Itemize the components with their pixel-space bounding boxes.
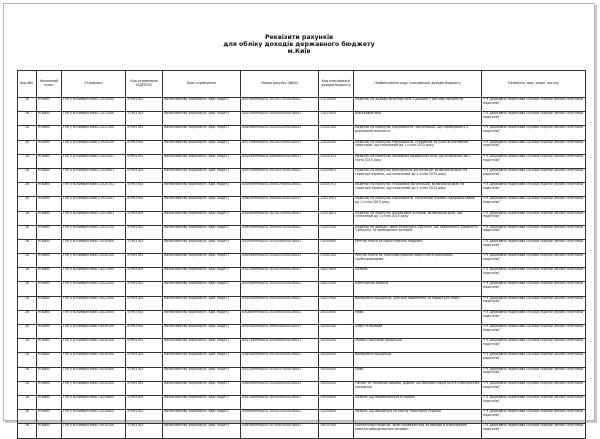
cell-iban: UA088999980313030063000026001 [241,310,319,324]
table-row [18,197,586,211]
cell-recipient: ГУК у м.Києві/м.Київ 14030100 [62,325,126,339]
cell-city: М.КИЇВ [37,325,62,339]
cell-kkd-name: Податок на прибуток іноземних юридичних осіб, що сплачений до 1 січня 2015 року [354,154,482,168]
cell-bank: Казначейство України(ел. адм. подат.) [163,325,241,339]
cell-obl: 26 [18,126,37,140]
table-row [18,424,586,438]
cell-authority: "ГУ Державна податкова служби України (великі платники податків)" [482,239,586,253]
cell-iban: UA228999980313020035000026001 [241,268,319,282]
cell-authority: "ГУ Державна податкова служби України (великі платники податків)" [482,154,586,168]
cell-iban: UA128999980313020040000026001 [241,395,319,409]
cell-recipient: ГУК у м.Києві/м.Київ 11020601 [62,168,126,182]
cell-iban: UA398999980313030090000026001 [241,239,319,253]
cell-authority: "ГУ Державна податкова служби України (великі платники податків)" [482,339,586,353]
table-row [18,168,586,182]
cell-kkd-name: Пальне, що виробляються в Україні [354,395,482,409]
cell-kkd: 14022000 [319,282,354,296]
cell-kkd: 14030100 [319,325,354,339]
cell-city: М.КИЇВ [37,296,62,310]
table-row [18,282,586,296]
cell-edrpou: 37993783 [126,410,163,424]
cell-bank: Казначейство України(ел. адм. подат.) [163,225,241,239]
cell-edrpou: 37993783 [126,126,163,140]
cell-iban: UA758999980313010017000026001 [241,98,319,112]
table-row [18,410,586,424]
cell-authority: "ГУ Державна податкова служби України (великі платники податків)" [482,381,586,395]
cell-obl: 26 [18,296,37,310]
header-iban: Номер рахунку (IBAN) [241,71,319,98]
cell-bank: Казначейство України(ел. адм. подат.) [163,98,241,112]
cell-recipient: ГУК у м.Києві/м.Київ 14030200 [62,339,126,353]
table-header-row [18,71,586,98]
cell-edrpou: 37993783 [126,254,163,268]
cell-edrpou: 37993783 [126,310,163,324]
cell-obl: 26 [18,197,37,211]
cell-recipient: ГУК у м.Києві/м.Київ 14023000 [62,310,126,324]
cell-city: М.КИЇВ [37,353,62,367]
cell-kkd: 14030400 [319,367,354,381]
cell-recipient: ГУК у м.Києві/м.Київ 11024700 [62,225,126,239]
cell-iban: UA398999980313000079000026001 [241,183,319,197]
cell-authority: "ГУ Державна податкова служби України (великі платники податків)" [482,183,586,197]
header-edrpou: Код отримувача (ЄДРПОУ) [126,71,163,98]
cell-bank: Казначейство України(ел. адм. подат.) [163,126,241,140]
cell-kkd: 14030800 [319,410,354,424]
cell-obl: 26 [18,211,37,225]
cell-recipient: ГУК у м.Києві/м.Київ 14022000 [62,282,126,296]
cell-city: М.КИЇВ [37,282,62,296]
cell-iban: UA108999980313000000000026001 [241,112,319,126]
cell-kkd-name: Податок на доходи, який сплачують суб'єкти, що здійснюють діяльність з випуску та проведення лотерей [354,225,482,239]
cell-bank: Казначейство України(ел. адм. подат.) [163,353,241,367]
cell-recipient: ГУК у м.Києві/м.Київ 14030800 [62,410,126,424]
cell-authority: "ГУ Державна податкова служби України (великі платники податків)" [482,367,586,381]
cell-iban: UA658999980313050080000026001 [241,381,319,395]
cell-bank: Казначейство України(ел. адм. подат.) [163,112,241,126]
cell-bank: Казначейство України(ел. адм. подат.) [163,282,241,296]
cell-authority: "ГУ Державна податкова служби України (великі платники податків)" [482,296,586,310]
cell-obl: 26 [18,381,37,395]
cell-iban: UA968999980313000014000026001 [241,410,319,424]
cell-authority: "ГУ Державна податкова служби України (великі платники податків)" [482,395,586,409]
cell-edrpou: 37993783 [126,353,163,367]
cell-kkd-name: Податок на прибуток підприємств, створених за участю іноземних інвесторів, що сплачений до 1 січня 2015 року [354,140,482,154]
cell-recipient: ГУК у м.Києві/м.Київ 11020701 [62,183,126,197]
cell-city: М.КИЇВ [37,254,62,268]
cell-kkd: 14030300 [319,353,354,367]
cell-authority: "ГУ Державна податкова служби України (великі платники податків)" [482,225,586,239]
cell-obl: 26 [18,154,37,168]
table-row [18,353,586,367]
cell-obl: 26 [18,225,37,239]
cell-city: М.КИЇВ [37,112,62,126]
cell-kkd: 11011000 [319,112,354,126]
table-row [18,310,586,324]
cell-city: М.КИЇВ [37,381,62,395]
cell-authority: "ГУ Державна податкова служби України (великі платники податків)" [482,353,586,367]
cell-edrpou: 37993783 [126,211,163,225]
cell-bank: Казначейство України(ел. адм. подат.) [163,168,241,182]
cell-obl: 26 [18,183,37,197]
cell-obl: 26 [18,367,37,381]
cell-obl: 26 [18,353,37,367]
cell-kkd: 11021601 [319,211,354,225]
cell-kkd: 19010100 [319,424,354,438]
table-row [18,98,586,112]
document-title [4,34,594,55]
cell-recipient: ГУК у м.Києві/м.Київ 13030900 [62,239,126,253]
cell-kkd-name: Пиво [354,367,482,381]
cell-iban: UA318999980313030037000026001 [241,367,319,381]
cell-bank: Казначейство України(ел. адм. подат.) [163,381,241,395]
cell-edrpou: 37993783 [126,367,163,381]
cell-edrpou: 37993783 [126,225,163,239]
cell-obl: 26 [18,339,37,353]
cell-iban: UA498999980313020052000026001 [241,126,319,140]
title-line-2: для обліку доходів державного бюджету [223,41,375,48]
table-row [18,381,586,395]
cell-recipient: ГУК у м.Києві/м.Київ 11021001 [62,197,126,211]
cell-recipient: ГУК у м.Києві/м.Київ 11020200 [62,140,126,154]
cell-authority: "ГУ Державна податкова служби України (великі платники податків)" [482,268,586,282]
cell-obl: 26 [18,310,37,324]
cell-kkd-name: Податок на прибуток підприємств, сплачений іншими підприємствами до 1 січня 2015 року [354,197,482,211]
cell-kkd: 14022900 [319,296,354,310]
cell-obl: 26 [18,395,37,409]
title-line-1: Реквізити рахунків [264,34,334,41]
table-row [18,183,586,197]
cell-bank: Казначейство України(ел. адм. подат.) [163,410,241,424]
cell-recipient: ГУК у м.Києві/м.Київ 14022900 [62,296,126,310]
cell-city: М.КИЇВ [37,154,62,168]
cell-bank: Казначейство України(ел. адм. подат.) [163,268,241,282]
table-row [18,126,586,140]
cell-obl: 26 [18,239,37,253]
cell-obl: 26 [18,140,37,154]
cell-iban: UA638999980313000087000026001 [241,225,319,239]
cell-bank: Казначейство України(ел. адм. подат.) [163,310,241,324]
cell-recipient: ГУК у м.Києві/м.Київ 14030500 [62,381,126,395]
cell-kkd: 14030500 [319,381,354,395]
cell-authority: "ГУ Державна податкова служби України (великі платники податків)" [482,197,586,211]
cell-iban: UA598999980313060056000026001 [241,325,319,339]
cell-kkd-name: Рентна плата за транспортування нафти магістральними трубопроводами [354,254,482,268]
title-line-3: м.Київ [287,48,311,55]
cell-iban: UA558999980313000060000026001 [241,296,319,310]
table-row [18,254,586,268]
cell-city: М.КИЇВ [37,183,62,197]
cell-bank: Казначейство України(ел. адм. подат.) [163,395,241,409]
cell-kkd-name: Податок на доходи фізичних осіб з доходів у вигляді процентів [354,98,482,112]
cell-edrpou: 37993783 [126,239,163,253]
cell-recipient: ГУК у м.Києві/м.Київ 14030400 [62,367,126,381]
cell-edrpou: 37993783 [126,325,163,339]
cell-kkd: 14030200 [319,339,354,353]
table-row [18,225,586,239]
cell-edrpou: 37993783 [126,112,163,126]
cell-bank: Казначейство України(ел. адм. подат.) [163,197,241,211]
header-obl: Код обл. [18,71,37,98]
cell-bank: Казначейство України(ел. адм. подат.) [163,154,241,168]
cell-edrpou: 37993783 [126,268,163,282]
cell-kkd: 14023000 [319,310,354,324]
cell-kkd: 11020200 [319,140,354,154]
cell-authority: "ГУ Державна податкова служби України (великі платники податків)" [482,325,586,339]
table-row [18,339,586,353]
cell-edrpou: 37993783 [126,183,163,197]
table-row [18,140,586,154]
cell-kkd-name: Пальне, що ввозиться на митну територію України [354,410,482,424]
cell-kkd: 11020301 [319,154,354,168]
cell-kkd-name: Податок на прибуток банківських організацій, включаючи філії на території України, що сплачений до 1 січня 2015 року [354,168,482,182]
cell-kkd-name: Пальне [354,268,482,282]
cell-city: М.КИЇВ [37,367,62,381]
cell-bank: Казначейство України(ел. адм. подат.) [163,339,241,353]
cell-bank: Казначейство України(ел. адм. подат.) [163,367,241,381]
cell-recipient: ГУК у м.Києві/м.Київ 14021900 [62,268,126,282]
table-row [18,112,586,126]
cell-city: М.КИЇВ [37,225,62,239]
cell-edrpou: 37993783 [126,140,163,154]
cell-kkd: 11010000 [319,98,354,112]
cell-edrpou: 37993783 [126,197,163,211]
cell-city: М.КИЇВ [37,126,62,140]
cell-recipient: ГУК у м.Києві/м.Київ 13040100 [62,254,126,268]
cell-recipient: ГУК у м.Києві/м.Київ 11020100 [62,126,126,140]
table-row [18,296,586,310]
cell-city: М.КИЇВ [37,268,62,282]
cell-obl: 26 [18,424,37,438]
cell-iban: UA178999980313040089000026001 [241,339,319,353]
cell-kkd-name: Лікеро-горілчана продукція [354,339,482,353]
cell-kkd: 11020100 [319,126,354,140]
cell-city: М.КИЇВ [37,424,62,438]
table-row [18,325,586,339]
cell-kkd: 14021900 [319,268,354,282]
cell-city: М.КИЇВ [37,239,62,253]
cell-kkd-name: Спирт етиловий [354,325,482,339]
cell-kkd: 14030600 [319,395,354,409]
cell-bank: Казначейство України(ел. адм. подат.) [163,211,241,225]
cell-recipient: ГУК у м.Києві/м.Київ 11011000 [62,112,126,126]
cell-authority: "ГУ Державна податкова служби України (великі платники податків)" [482,211,586,225]
cell-edrpou: 37993783 [126,282,163,296]
cell-kkd-name: Рентна плата за користування надрами [354,239,482,253]
cell-kkd: 11020601 [319,168,354,182]
cell-city: М.КИЇВ [37,98,62,112]
header-recipient: Отримувач [62,71,126,98]
cell-city: М.КИЇВ [37,395,62,409]
cell-city: М.КИЇВ [37,211,62,225]
cell-kkd-name: Податок на прибуток підприємств і організацій, що перебувають у державній власності [354,126,482,140]
cell-bank: Казначейство України(ел. адм. подат.) [163,183,241,197]
cell-obl: 26 [18,168,37,182]
header-authority: Назва/ініц. вид. уповн. органу [482,71,586,98]
cell-iban: UA768999980313000052000026001 [241,282,319,296]
cell-authority: "ГУ Державна податкова служби України (великі платники податків)" [482,310,586,324]
cell-city: М.КИЇВ [37,168,62,182]
cell-edrpou: 37993783 [126,424,163,438]
cell-city: М.КИЇВ [37,197,62,211]
cell-iban: UA248999980313060080000026001 [241,154,319,168]
cell-bank: Казначейство України(ел. адм. подат.) [163,424,241,438]
cell-bank: Казначейство України(ел. адм. подат.) [163,254,241,268]
cell-kkd-name: Екологічний податок, який справляється за викиди в атмосферне повітря забруднюючих речовин [354,424,482,438]
cell-bank: Казначейство України(ел. адм. подат.) [163,140,241,154]
cell-edrpou: 37993783 [126,381,163,395]
cell-obl: 26 [18,410,37,424]
cell-kkd: 13040100 [319,254,354,268]
cell-recipient: ГУК у м.Києві/м.Київ 19010100 [62,424,126,438]
cell-authority: "ГУ Державна податкова служби України (великі платники податків)" [482,254,586,268]
cell-obl: 26 [18,112,37,126]
cell-bank: Казначейство України(ел. адм. подат.) [163,296,241,310]
cell-iban: UA838999980313010041000026001 [241,353,319,367]
cell-kkd-name: Пиво [354,310,482,324]
cell-edrpou: 37993783 [126,339,163,353]
cell-authority: "ГУ Державна податкова служби України (великі платники податків)" [482,126,586,140]
table-row [18,395,586,409]
cell-edrpou: 37993783 [126,395,163,409]
cell-kkd: 11024700 [319,225,354,239]
table-row [18,367,586,381]
cell-authority: "ГУ Державна податкова служби України (великі платники податків)" [482,98,586,112]
cell-kkd-name: Електрична енергія [354,282,482,296]
cell-kkd: 11020701 [319,183,354,197]
cell-iban: UA718999980313010023000026001 [241,140,319,154]
cell-kkd: 13030900 [319,239,354,253]
cell-recipient: ГУК у м.Києві/м.Київ 14030600 [62,395,126,409]
cell-kkd-name: Виноробна продукція, для якої вироблена та надається спирт [354,296,482,310]
cell-authority: "ГУ Державна податкова служби України (великі платники податків)" [482,168,586,182]
cell-authority: "ГУ Державна податкова служби України (великі платники податків)" [482,140,586,154]
cell-city: М.КИЇВ [37,339,62,353]
cell-authority: "ГУ Державна податкова служби України (великі платники податків)" [482,112,586,126]
cell-city: М.КИЇВ [37,310,62,324]
cell-edrpou: 37993783 [126,296,163,310]
cell-recipient: ГУК у м.Києві/м.Київ 11020301 [62,154,126,168]
cell-authority: "ГУ Державна податкова служби України (великі платники податків)" [482,410,586,424]
cell-recipient: ГУК у м.Києві/м.Київ 11010000 [62,98,126,112]
cell-edrpou: 37993783 [126,98,163,112]
table-row [18,239,586,253]
cell-iban: UA978999980313010047000026001 [241,168,319,182]
cell-iban: UA498999980313070081000026001 [241,424,319,438]
cell-city: М.КИЇВ [37,410,62,424]
cell-obl: 26 [18,282,37,296]
cell-city: М.КИЇВ [37,140,62,154]
header-kkd-name: Найменування коду класифікації доходів бюджету [354,71,482,98]
document-page [3,3,595,432]
cell-recipient: ГУК у м.Києві/м.Київ 11021601 [62,211,126,225]
cell-obl: 26 [18,268,37,282]
cell-iban: UA808999980313060061000026001 [241,197,319,211]
cell-authority: "ГУ Державна податкова служби України (великі платники податків)" [482,282,586,296]
cell-edrpou: 37993783 [126,154,163,168]
header-bank: Банк отримувача [163,71,241,98]
cell-kkd-name: Виноробна продукція [354,353,482,367]
cell-iban: UA918999980313040051000026001 [241,254,319,268]
requisites-table [17,70,586,439]
header-city: Населений пункт [37,71,62,98]
cell-edrpou: 37993783 [126,168,163,182]
cell-obl: 26 [18,325,37,339]
cell-recipient: ГУК у м.Києві/м.Київ 14030300 [62,353,126,367]
header-kkd: Код класифікації доходів бюджету [319,71,354,98]
cell-obl: 26 [18,98,37,112]
cell-kkd-name: Податок на прибуток страхових організацій, включаючи філії на території України, що сплачений до 1 січня 2015 року [354,183,482,197]
cell-kkd-name: Військовий збір [354,112,482,126]
cell-authority: "ГУ Державна податкова служби України (великі платники податків)" [482,424,586,438]
table-body [18,98,586,439]
cell-iban: UA168999980313010074000026001 [241,211,319,225]
cell-kkd-name: Податок на прибуток фінансових установ, включаючи філії, що сплачений до 1 січня 2015 року [354,211,482,225]
cell-kkd-name: Тютюн та тютюнові вироби, рідини, що використовуються в електронних сигаретах [354,381,482,395]
table-row [18,154,586,168]
table-row [18,211,586,225]
cell-obl: 26 [18,254,37,268]
table-row [18,268,586,282]
cell-bank: Казначейство України(ел. адм. подат.) [163,239,241,253]
cell-kkd: 11021001 [319,197,354,211]
